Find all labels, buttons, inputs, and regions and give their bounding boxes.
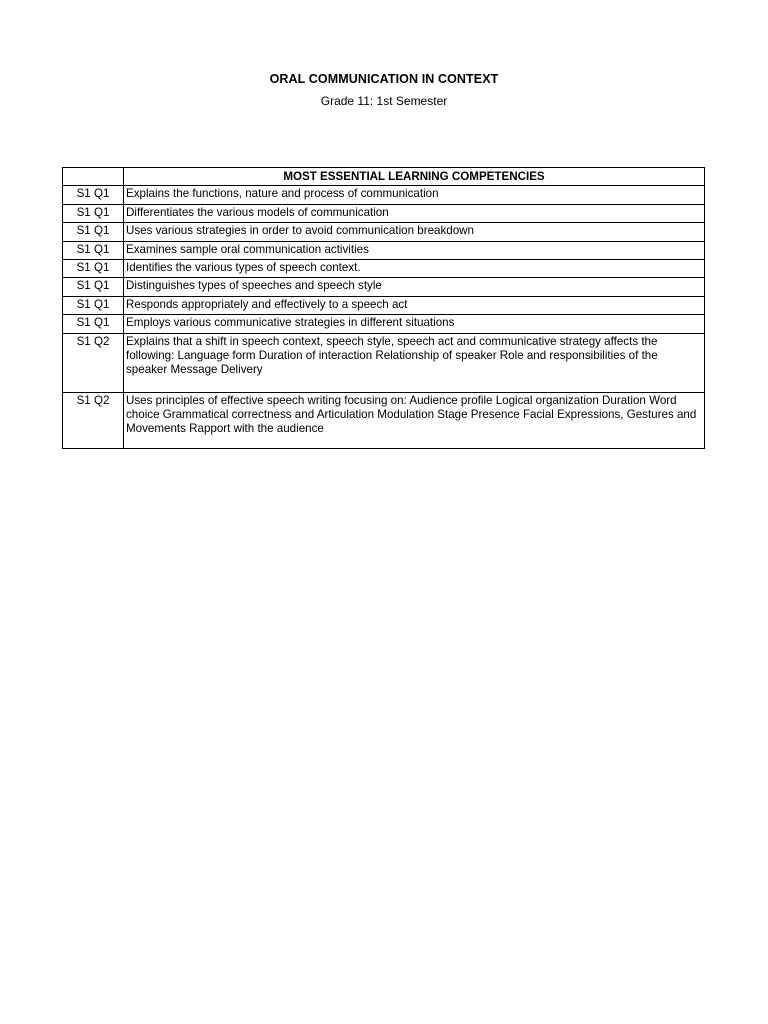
row-code: S1 Q2 — [63, 392, 124, 448]
row-code: S1 Q2 — [63, 333, 124, 392]
row-competency: Explains that a shift in speech context, speech style, speech act and communicative strategy affects the following: Language form Duration of interaction Relationship of speaker Role and responsibilities of the speaker Message Delivery — [124, 333, 705, 392]
row-competency: Identifies the various types of speech context. — [124, 260, 705, 278]
row-code: S1 Q1 — [63, 278, 124, 296]
table-row — [63, 260, 705, 278]
row-competency: Examines sample oral communication activities — [124, 241, 705, 259]
row-competency: Uses various strategies in order to avoid communication breakdown — [124, 223, 705, 241]
table-row — [63, 223, 705, 241]
row-competency: Differentiates the various models of communication — [124, 204, 705, 222]
code-column-header — [63, 168, 124, 186]
table-header-row — [63, 168, 705, 186]
row-code: S1 Q1 — [63, 241, 124, 259]
row-code: S1 Q1 — [63, 260, 124, 278]
table-row — [63, 241, 705, 259]
row-code: S1 Q1 — [63, 296, 124, 314]
table-row — [63, 392, 705, 448]
row-competency: Explains the functions, nature and process of communication — [124, 186, 705, 204]
document-title: ORAL COMMUNICATION IN CONTEXT — [269, 72, 499, 86]
row-code: S1 Q1 — [63, 186, 124, 204]
table-row — [63, 333, 705, 392]
table-row — [63, 296, 705, 314]
row-competency: Uses principles of effective speech writing focusing on: Audience profile Logical organization Duration Word choice Grammatical correctness and Articulation Modulation Stage Presence Facial Expressions, Gestures and Movements Rapport with the audience — [124, 392, 705, 448]
table-row — [63, 186, 705, 204]
row-competency: Distinguishes types of speeches and speech style — [124, 278, 705, 296]
row-competency: Responds appropriately and effectively to a speech act — [124, 296, 705, 314]
competency-column-header: MOST ESSENTIAL LEARNING COMPETENCIES — [124, 168, 705, 186]
row-competency: Employs various communicative strategies in different situations — [124, 315, 705, 333]
document-subtitle: Grade 11: 1st Semester — [320, 94, 448, 108]
row-code: S1 Q1 — [63, 315, 124, 333]
competencies-table — [62, 167, 705, 449]
row-code: S1 Q1 — [63, 223, 124, 241]
table-row — [63, 315, 705, 333]
row-code: S1 Q1 — [63, 204, 124, 222]
table-row — [63, 278, 705, 296]
table-row — [63, 204, 705, 222]
